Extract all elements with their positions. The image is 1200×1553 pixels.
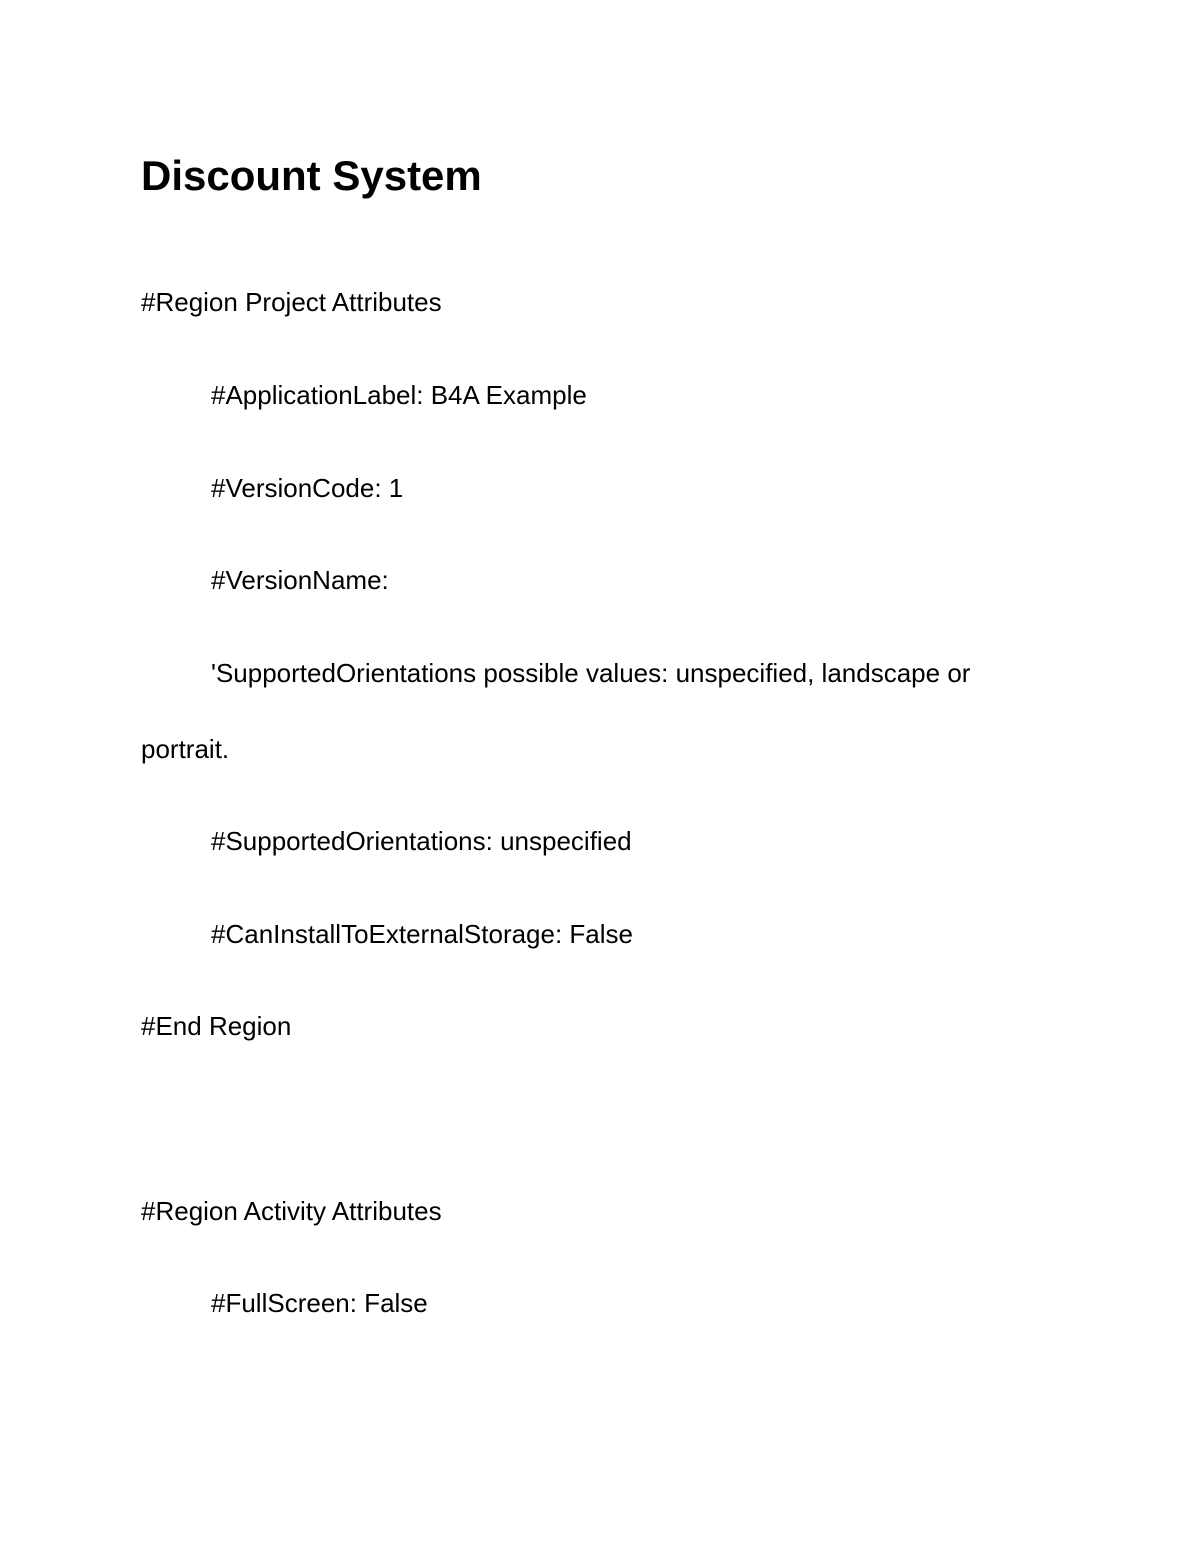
supported-orientations-line: #SupportedOrientations: unspecified xyxy=(211,826,632,856)
region-project-attributes: #Region Project Attributes xyxy=(141,287,442,317)
version-code-line: #VersionCode: 1 xyxy=(211,473,404,503)
end-region-line: #End Region xyxy=(141,1011,292,1041)
supported-orientations-comment: 'SupportedOrientations possible values: unspecified, landscape or xyxy=(211,658,971,688)
full-screen-line: #FullScreen: False xyxy=(211,1288,428,1318)
region-activity-attributes: #Region Activity Attributes xyxy=(141,1196,442,1226)
supported-orientations-comment-continued: portrait. xyxy=(141,734,230,764)
version-name-line: #VersionName: xyxy=(211,565,389,595)
document-title: Discount System xyxy=(141,152,482,199)
can-install-external-storage-line: #CanInstallToExternalStorage: False xyxy=(211,919,634,949)
application-label-line: #ApplicationLabel: B4A Example xyxy=(211,380,587,410)
